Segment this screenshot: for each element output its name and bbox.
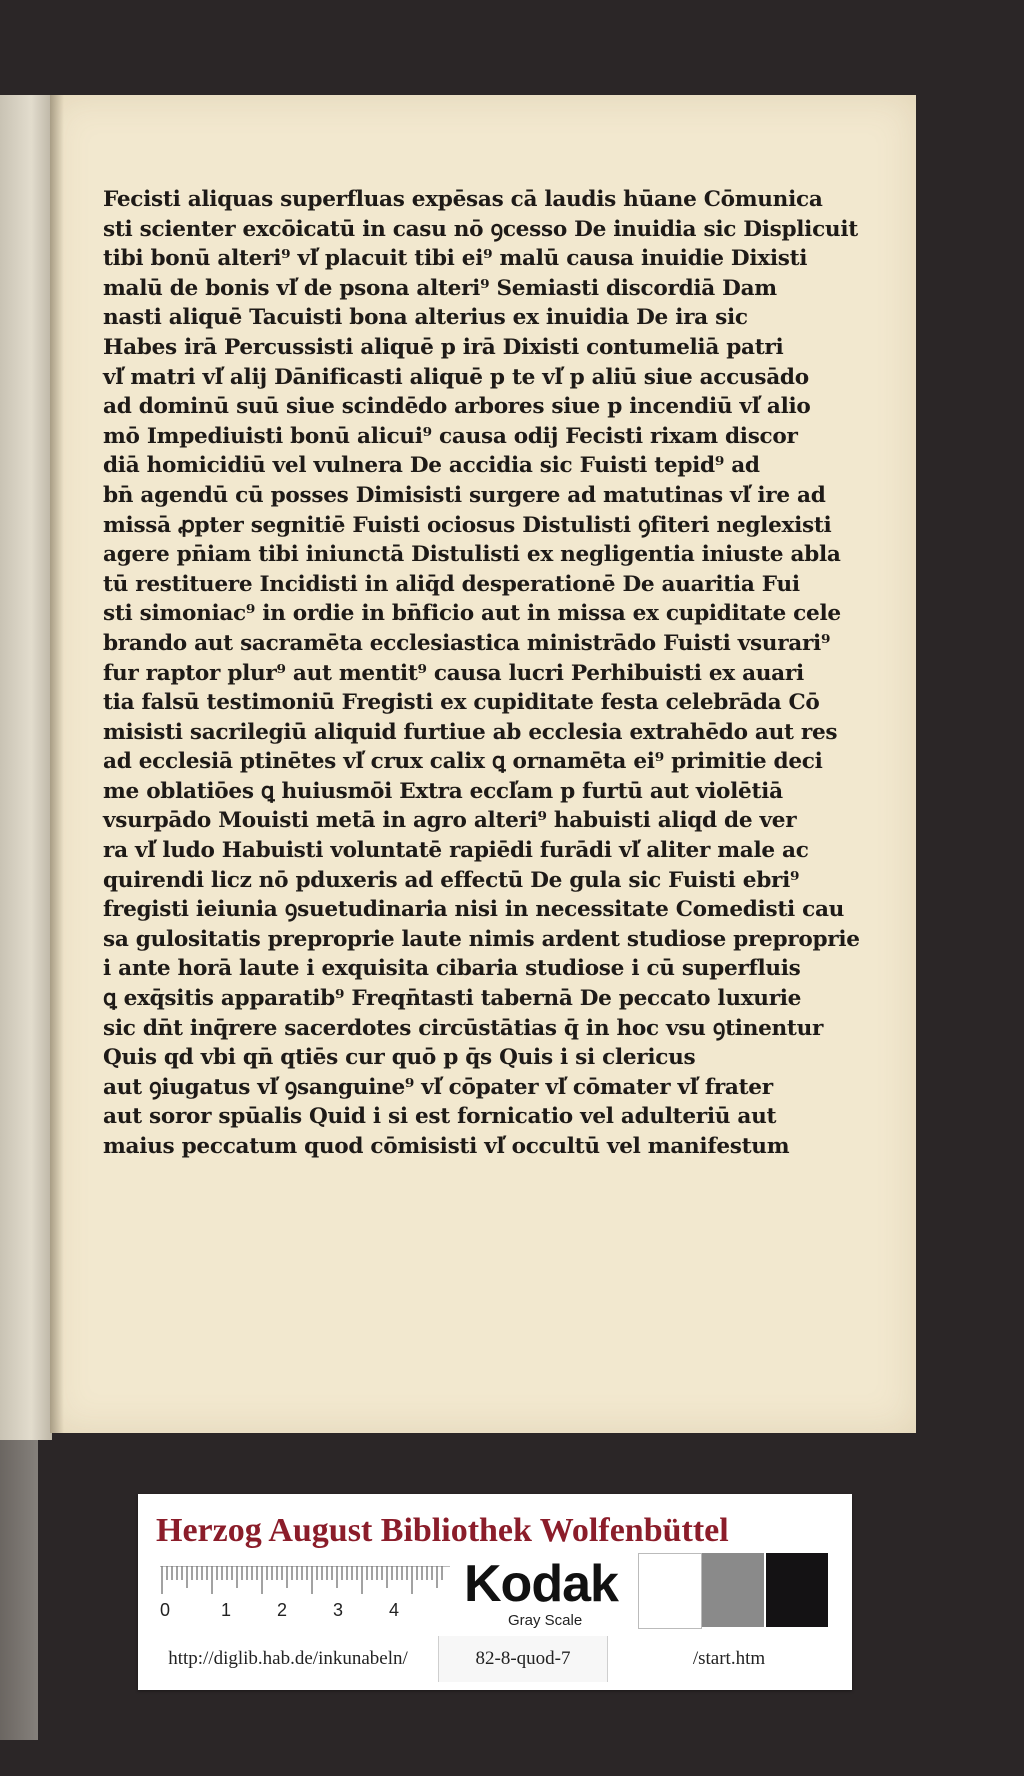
book-page bbox=[50, 95, 916, 1433]
text-line: Quis qd vbi qn̄ qtiēs cur quō p q̄s Quis i si clericus bbox=[103, 1045, 696, 1071]
text-line: vsurpādo Mouisti metā in agro alteri⁹ habuisti aliqd de ver bbox=[103, 808, 797, 834]
text-line: ꝗ exq̄sitis apparatib⁹ Freqn̄tasti tabernā De peccato luxurie bbox=[103, 986, 802, 1012]
text-line: missā ꝓpter segnitiē Fuisti ociosus Distulisti ꝯfiteri neglexisti bbox=[103, 512, 832, 538]
text-line: misisti sacrilegiū aliquid furtiue ab ecclesia extrahēdo aut res bbox=[103, 719, 838, 745]
text-line: malū de bonis vl̕ de psona alteri⁹ Semiasti discordiā Dam bbox=[103, 275, 777, 301]
text-line: quirendi licz nō pduxeris ad effectū De gula sic Fuisti ebri⁹ bbox=[103, 867, 800, 893]
text-line: aut soror spūalis Quid i si est fornicatio vel adulteriū aut bbox=[103, 1104, 777, 1130]
text-line: ad dominū suū siue scindēdo arbores siue p incendiū vl̕ alio bbox=[103, 394, 811, 420]
page-gutter bbox=[50, 95, 64, 1433]
gray-swatch bbox=[702, 1553, 764, 1627]
text-line: bn̄ agendū cū posses Dimisisti surgere ad matutinas vl̕ ire ad bbox=[103, 482, 826, 508]
url-prefix: http://diglib.hab.de/inkunabeln/ bbox=[168, 1648, 408, 1669]
left-page-edge bbox=[0, 95, 52, 1440]
text-line: vl̕ matri vl̕ alij Dānificasti aliquē p te vl̕ p aliū siue accusādo bbox=[103, 364, 809, 390]
text-line: ra vl̕ ludo Habuisti voluntatē rapiēdi furādi vl̕ aliter male ac bbox=[103, 838, 809, 864]
url-suffix: /start.htm bbox=[692, 1648, 766, 1669]
text-line: nasti aliquē Tacuisti bona alterius ex inuidia De ira sic bbox=[103, 305, 748, 331]
text-line: sa gulositatis preproprie laute nimis ardent studiose preproprie bbox=[103, 926, 860, 952]
text-line: sti simoniac⁹ in ordie in bn̄ficio aut in missa ex cupiditate cele bbox=[103, 601, 841, 627]
text-line: Fecisti aliquas superfluas expēsas cā laudis hūane Cōmunica bbox=[103, 187, 823, 212]
black-swatch bbox=[766, 1553, 828, 1627]
text-line: fregisti ieiunia ꝯsuetudinaria nisi in necessitate Comedisti cau bbox=[103, 897, 845, 923]
ruler-label: 0 bbox=[160, 1600, 171, 1618]
text-line: agere pn̄iam tibi iniunctā Distulisti ex negligentia iniuste abla bbox=[103, 542, 841, 568]
ruler-label: 2 bbox=[277, 1600, 288, 1618]
white-swatch bbox=[638, 1553, 702, 1629]
left-page-shadow bbox=[0, 1440, 38, 1740]
text-line: Habes irā Percussisti aliquē p irā Dixisti contumeliā patri bbox=[103, 334, 784, 360]
text-line: fur raptor plur⁹ aut mentit⁹ causa lucri Perhibuisti ex auari bbox=[103, 660, 804, 686]
text-line: i ante horā laute i exquisita cibaria studiose i cū superfluis bbox=[103, 956, 801, 982]
text-line: tū restituere Incidisti in aliq̄d desperationē De auaritia Fui bbox=[103, 571, 800, 597]
library-name: Herzog August Bibliothek Wolfenbüttel bbox=[156, 1512, 729, 1549]
text-line: tibi bonū alteri⁹ vl̕ placuit tibi ei⁹ malū causa inuidie Dixisti bbox=[103, 246, 808, 272]
text-line: diā homicidiū vel vulnera De accidia sic Fuisti tepid⁹ ad bbox=[103, 453, 760, 479]
color-target-card bbox=[138, 1494, 852, 1690]
text-line: aut ꝯiugatus vl̕ ꝯsanguine⁹ vl̕ cōpater vl̕ cōmater vl̕ frater bbox=[103, 1074, 773, 1100]
text-line: brando aut sacramēta ecclesiastica ministrādo Fuisti vsurari⁹ bbox=[103, 630, 831, 656]
text-line: mō Impediuisti bonū alicui⁹ causa odij Fecisti rixam discor bbox=[103, 423, 798, 449]
gray-scale-label: Gray Scale bbox=[508, 1612, 583, 1629]
kodak-logo: Kodak bbox=[464, 1555, 618, 1613]
scale-ruler bbox=[160, 1566, 450, 1618]
incunabulum-text bbox=[103, 185, 860, 1162]
ruler-label: 1 bbox=[221, 1600, 232, 1618]
text-line: ad ecclesiā ptinētes vl̕ crux calix ꝗ ornamēta ei⁹ primitie deci bbox=[103, 749, 823, 775]
text-line: tia falsū testimoniū Fregisti ex cupiditate festa celebrāda Cō bbox=[103, 690, 820, 716]
text-line: maius peccatum quod cōmisisti vl̕ occultū vel manifestum bbox=[103, 1134, 790, 1159]
text-line: sic dn̄t inq̄rere sacerdotes circūstātias q̄ in hoc vsu ꝯtinentur bbox=[103, 1015, 824, 1041]
text-line: me oblatiōes ꝗ huiusmōi Extra eccl̕am p furtū aut violētiā bbox=[103, 778, 783, 804]
shelfmark: 82-8-quod-7 bbox=[438, 1636, 608, 1682]
ruler-label: 3 bbox=[333, 1600, 344, 1618]
ruler-label: 4 bbox=[389, 1600, 400, 1618]
text-line: sti scienter excōicatū in casu nō ꝯcesso De inuidia sic Displicuit bbox=[103, 216, 858, 242]
